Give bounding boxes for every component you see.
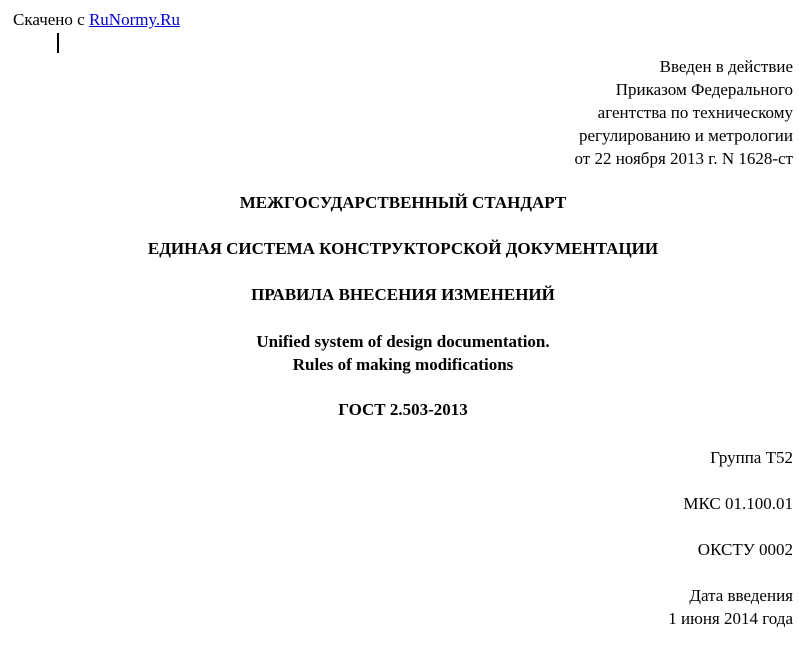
eskd-heading: ЕДИНАЯ СИСТЕМА КОНСТРУКТОРСКОЙ ДОКУМЕНТАЦИИ (147, 239, 659, 258)
introduction-date-label: Дата введения (689, 586, 793, 605)
okstu-code: ОКСТУ 0002 (697, 540, 793, 559)
interstate-standard-heading: МЕЖГОСУДАРСТВЕННЫЙ СТАНДАРТ (239, 193, 567, 212)
rules-heading: ПРАВИЛА ВНЕСЕНИЯ ИЗМЕНЕНИЙ (251, 285, 555, 304)
source-prefix: Скачено с (13, 10, 85, 29)
gost-number: ГОСТ 2.503-2013 (338, 400, 468, 419)
introduction-date-value: 1 июня 2014 года (668, 609, 793, 628)
english-title-line: Unified system of design documentation. (256, 332, 550, 351)
english-title-line: Rules of making modifications (292, 355, 514, 374)
enactment-line: от 22 ноября 2013 г. N 1628-ст (574, 149, 793, 168)
source-line (13, 9, 180, 31)
english-title (0, 330, 799, 376)
enactment-line: агентства по техническому (597, 103, 793, 122)
text-cursor (57, 33, 59, 53)
enactment-block (575, 55, 794, 170)
source-link[interactable]: RuNormy.Ru (88, 10, 180, 29)
introduction-date-block (668, 584, 793, 630)
enactment-line: Введен в действие (659, 57, 793, 76)
enactment-line: Приказом Федерального (615, 80, 793, 99)
enactment-line: регулированию и метрологии (578, 126, 793, 145)
mks-code: МКС 01.100.01 (683, 494, 793, 513)
group-code: Группа Т52 (710, 448, 793, 467)
